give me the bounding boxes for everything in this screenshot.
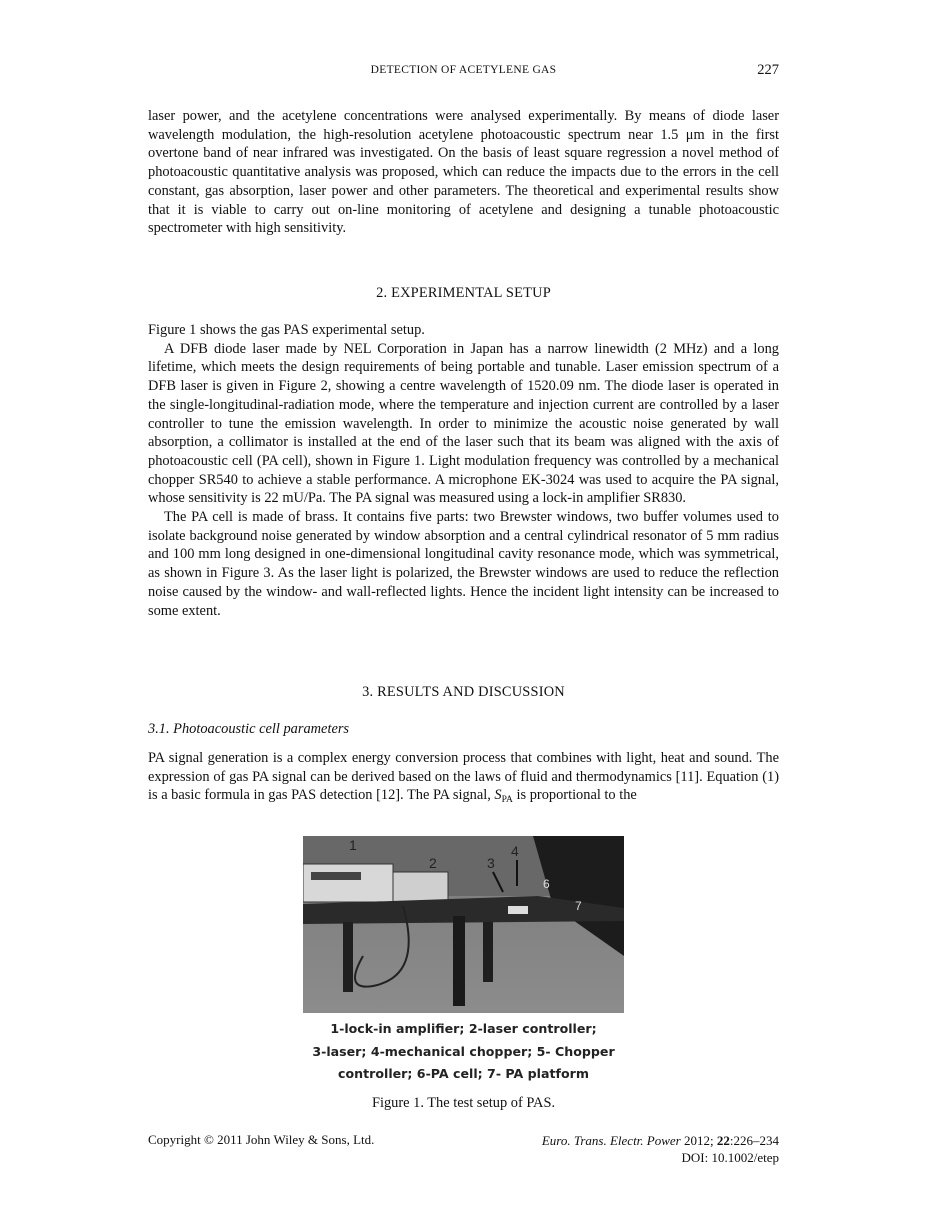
page-number: 227 [757, 62, 779, 78]
figure-1-inner-caption [303, 1018, 624, 1086]
callout-6: 6 [543, 877, 550, 891]
signal-subscript: PA [501, 795, 513, 806]
page-header [148, 62, 779, 82]
callout-1: 1 [349, 837, 357, 853]
section-2-body [148, 321, 779, 620]
pa-cell [508, 906, 528, 914]
copyright: Copyright © 2011 John Wiley & Sons, Ltd. [148, 1132, 375, 1147]
citation-line [542, 1132, 779, 1149]
table-leg-back [483, 922, 493, 982]
citation [542, 1132, 779, 1166]
section-3-body [148, 749, 779, 810]
doi: DOI: 10.1002/etep [681, 1150, 779, 1165]
section-3-text-b: is proportional to the [512, 787, 637, 804]
section-3-text-a: PA signal generation is a complex energy conversion process that combines with light, heat and sound. The expression of gas PA signal can be derived based on the laws of fluid and thermodynamics [11]. Equation (1) is a basic formula in gas PAS detection [12]. The PA signal, [148, 750, 779, 804]
section-3-heading: 3. RESULTS AND DISCUSSION [362, 684, 565, 700]
section-2-paragraph-2: A DFB diode laser made by NEL Corporation in Japan has a narrow linewidth (2 MHz) and a long lifetime, which meets the design requirements of being portable and tunable. Laser emission spectrum of a DFB laser is given in Figure 2, showing a centre wavelength of 1520.09 nm. The diode laser is operated in the single-longitudinal-radiation mode, where the temperature and injection current are controlled by a laser controller to tune the emission wavelength. In order to minimize the acoustic noise generated by wall absorption, a collimator is installed at the end of the laser such that its beam was aligned with the axis of photoacoustic cell (PA cell), shown in Figure 1. Light modulation frequency was controlled by a mechanical chopper SR540 to achieve a stable performance. A microphone EK-3024 was used to acquire the PA signal, whose sensitivity is 22 mU/Pa. The PA signal was measured using a lock-in amplifier SR830. [148, 340, 779, 507]
intro-paragraph-block [148, 107, 779, 238]
signal-variable: S [494, 787, 502, 804]
volume: 22 [716, 1133, 730, 1148]
running-title: DETECTION OF ACETYLENE GAS [370, 64, 557, 76]
laser-controller [393, 872, 448, 902]
table-leg-front [453, 916, 465, 1006]
inner-caption-line-2: 3-laser; 4-mechanical chopper; 5- Chopper [312, 1043, 615, 1059]
inner-caption-line-3: controller; 6-PA cell; 7- PA platform [338, 1066, 589, 1081]
journal-name: Euro. Trans. Electr. Power [541, 1133, 681, 1148]
callout-3: 3 [487, 855, 495, 871]
section-2-paragraph-1: Figure 1 shows the gas PAS experimental setup. [148, 322, 425, 338]
inner-caption-line-1: 1-lock-in amplifier; 2-laser controller; [330, 1021, 597, 1036]
callout-2: 2 [429, 855, 437, 871]
section-3-paragraph-1 [148, 749, 779, 810]
section-3-1-subheading: 3.1. Photoacoustic cell parameters [148, 721, 350, 737]
amplifier-display [311, 872, 361, 880]
table-leg-left [343, 922, 353, 992]
callout-7: 7 [575, 899, 582, 913]
lock-in-amplifier [303, 864, 393, 902]
figure-1-photo [303, 836, 624, 1013]
section-2-paragraph-3: The PA cell is made of brass. It contains five parts: two Brewster windows, two buffer volumes used to isolate background noise generated by window absorption and a central cylindrical resonator of 5 mm radius and 100 mm long designed in one-dimensional longitudinal cavity resonance mode, which was symmetrical, as shown in Figure 3. As the laser light is polarized, the Brewster windows are used to reduce the reflection noise caused by the window- and wall-reflected lights. Hence the incident light intensity can be increased to some extent. [148, 509, 779, 619]
figure-1-caption: Figure 1. The test setup of PAS. [371, 1095, 556, 1111]
section-2-heading: 2. EXPERIMENTAL SETUP [376, 285, 551, 301]
year: 2012; [680, 1133, 717, 1148]
lab-setup-photo [303, 836, 624, 1013]
intro-paragraph: laser power, and the acetylene concentrations were analysed experimentally. By means of diode laser wavelength modulation, the high-resolution acetylene photoacoustic spectrum near 1.5 μm in the first overtone band of near infrared was investigated. On the basis of least square regression a novel method of photoacoustic quantitative analysis was proposed, which can reduce the impacts due to the errors in the cell constant, gas absorption, laser power and other parameters. The theoretical and experimental results show that it is viable to carry out on-line monitoring of acetylene and designing a tunable photoacoustic spectrometer with high sensitivity. [148, 108, 779, 237]
callout-4: 4 [511, 843, 519, 859]
pages: :226–234 [729, 1133, 779, 1148]
